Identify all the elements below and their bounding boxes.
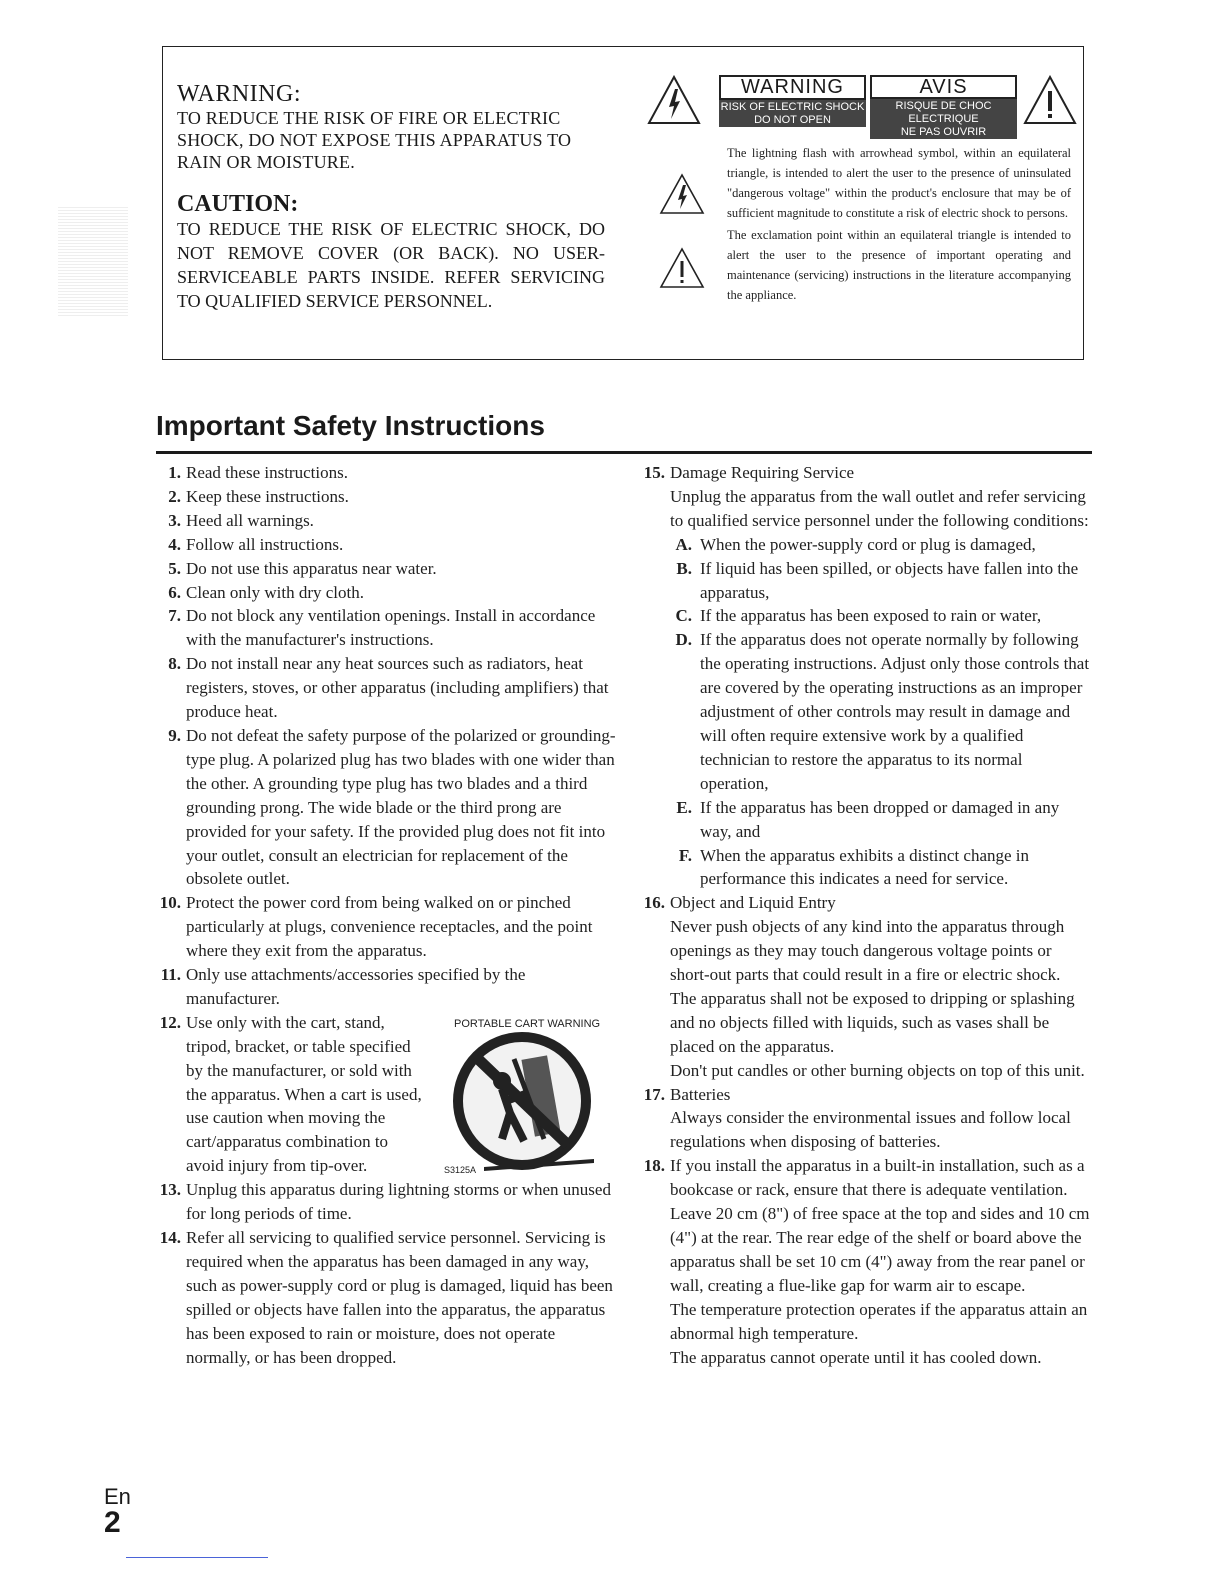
item-text: Never push objects of any kind into the apparatus through openings as they may touch dangerous voltage points or short-out parts that could result in a fire or electric shock. [670, 917, 1065, 985]
footer-rule [126, 1557, 268, 1558]
list-item [148, 604, 618, 652]
exclamation-explanation [647, 225, 1071, 305]
item-number: 7. [168, 606, 181, 626]
item-number: 6. [168, 582, 181, 602]
item-number: 13. [159, 1180, 181, 1200]
item-text: Unplug the apparatus from the wall outlet and refer servicing to qualified service personnel under the following conditions: [670, 486, 1089, 530]
item-text: Heed all warnings. [186, 510, 314, 530]
item-text: Refer all servicing to qualified service personnel. Servicing is required when the apparatus has been damaged in any way, such as power-supply cord or plug is damaged, liquid has been spilled or objects have fallen into the apparatus, the apparatus has been exposed to rain or moisture, does not operate normally, or has been dropped. [186, 1228, 613, 1367]
page-language: En [104, 1484, 131, 1509]
item-title: Object and Liquid Entry [670, 893, 836, 913]
item-number: 4. [168, 534, 181, 554]
sub-item [670, 796, 1092, 844]
cart-code: S3125A [444, 1164, 477, 1175]
item-number: 10. [159, 893, 181, 913]
item-text: Protect the power cord from being walked on or pinched particularly at plugs, convenience receptacles, and the point where they exit from the apparatus. [186, 893, 593, 961]
sub-item [670, 844, 1092, 892]
instructions-right-column [632, 461, 1092, 1369]
sub-item [670, 533, 1092, 557]
page-number: 2 [104, 1506, 121, 1539]
item-number: 15. [643, 463, 665, 482]
caution-text: TO REDUCE THE RISK OF ELECTRIC SHOCK, DO NOT REMOVE COVER (OR BACK). NO USER-SERVICEABLE PARTS INSIDE. REFER SERVICING TO QUALIFIED SERVICE PERSONNEL. [177, 219, 605, 311]
item-text: Do not defeat the safety purpose of the polarized or grounding-type plug. A polarized plug has two blades with one wider than the other. A grounding type plug has two blades and a third grounding prong. The wide blade or the third prong are provided for your safety. If the provided plug does not fit into your outlet, consult an electrician for replacement of the obsolete outlet. [186, 725, 616, 889]
instruction-list-1 [148, 461, 618, 1011]
item-text: Do not block any ventilation openings. Install in accordance with the manufacturer's instructions. [186, 606, 596, 650]
warning-text: TO REDUCE THE RISK OF FIRE OR ELECTRIC SHOCK, DO NOT EXPOSE THIS APPARATUS TO RAIN OR MOISTURE. [177, 108, 572, 172]
warning-avis-label [719, 75, 1017, 138]
item-number: 14. [159, 1228, 181, 1247]
sub-item [670, 628, 1092, 795]
item-number: 11. [160, 965, 181, 985]
portable-cart-warning-icon [444, 1029, 606, 1179]
list-item-ventilation [632, 1154, 1092, 1369]
item-number: 9. [168, 725, 181, 745]
item-title: Damage Requiring Service [670, 463, 855, 482]
list-item [148, 533, 618, 557]
list-item [148, 724, 618, 891]
sub-item [670, 604, 1092, 628]
item-text: Do not install near any heat sources such as radiators, heat registers, stoves, or other apparatus (including amplifiers) that produce heat. [186, 654, 609, 722]
item-text: Read these instructions. [186, 463, 348, 482]
item-number: 5. [168, 558, 181, 578]
symbol-explanations [647, 69, 1071, 305]
list-item [148, 652, 618, 724]
item-text: Only use attachments/accessories specified by the manufacturer. [186, 965, 526, 1008]
item-text: Unplug this apparatus during lightning storms or when unused for long periods of time. [186, 1180, 611, 1224]
list-item [148, 509, 618, 533]
sub-text: When the power-supply cord or plug is damaged, [700, 534, 1036, 554]
label-avis-sub [870, 99, 1017, 139]
sub-letter: D. [675, 630, 692, 650]
lightning-text: The lightning flash with arrowhead symbol, within an equilateral triangle, is intended to alert the user to the presence of uninsulated "dangerous voltage" within the product's enclosure that may be of sufficient magnitude to constitute a risk of electric shock to persons. [727, 146, 1071, 220]
list-item [148, 581, 618, 605]
item-text: The apparatus cannot operate until it has cooled down. [670, 1347, 1042, 1367]
sub-letter: B. [676, 558, 692, 578]
cart-warning-label: PORTABLE CART WARNING [454, 1017, 601, 1030]
label-warning-sub [719, 100, 866, 127]
sub-text: If liquid has been spilled, or objects have fallen into the apparatus, [700, 558, 1079, 602]
item-text: Leave 20 cm (8") of free space at the top and sides and 10 cm (4") at the rear. The rear edge of the shelf or board above the apparatus shall be set 10 cm (4") away from the rear panel or wall, creating a flue-like gap for warm air to escape. [670, 1204, 1090, 1295]
item-number: 16. [643, 893, 665, 913]
heading-rule [156, 451, 1092, 454]
item-text: Use only with the cart, stand, tripod, bracket, or table specified by the manufacturer, or sold with the apparatus. When a cart is used, use caution when moving the cart/apparatus combination to avoid injury from tip-over. [186, 1012, 422, 1176]
list-item-batteries [632, 1083, 1092, 1155]
page-title: Important Safety Instructions [156, 410, 545, 441]
list-item [148, 963, 618, 1011]
label-avis-sub-1: RISQUE DE CHOC ELECTRIQUE [895, 100, 992, 125]
list-item [148, 485, 618, 509]
sub-text: If the apparatus does not operate normally by following the operating instructions. Adjust only those controls that are covered by the operating instructions as an improper adjustment of other controls may result in damage and will often require extensive work by a qualified technician to restore the apparatus to its normal operation, [700, 630, 1090, 793]
item-text: Don't put candles or other burning objects on top of this unit. [670, 1060, 1085, 1080]
item-text: Clean only with dry cloth. [186, 582, 365, 602]
item-number: 12. [159, 1012, 181, 1032]
exclamation-text: The exclamation point within an equilateral triangle is intended to alert the user to the presence of important operating and maintenance (servicing) instructions in the literature accompanying the appliance. [727, 228, 1071, 302]
warning-text-block [177, 81, 605, 313]
label-avis-sub-2: NE PAS OUVRIR [900, 126, 987, 138]
warning-label [647, 69, 1071, 138]
list-item-object-entry [632, 891, 1092, 1082]
sub-text: If the apparatus has been dropped or damaged in any way, and [700, 797, 1060, 841]
item-number: 1. [168, 463, 181, 482]
item-number: 2. [168, 486, 181, 506]
item-text: Keep these instructions. [186, 486, 349, 506]
sub-text: When the apparatus exhibits a distinct change in performance this indicates a need for service. [700, 845, 1030, 889]
lightning-triangle-icon [659, 173, 705, 215]
warning-title: WARNING: [177, 81, 301, 107]
label-warning-sub-1: RISK OF ELECTRIC SHOCK [720, 101, 865, 113]
item-title: Batteries [670, 1084, 731, 1104]
lightning-triangle-icon [647, 75, 701, 125]
list-item-cart [148, 1011, 618, 1178]
sub-letter: F. [678, 845, 692, 865]
item-text: The temperature protection operates if the apparatus attain an abnormal high temperature. [670, 1299, 1088, 1343]
warning-box [162, 46, 1084, 360]
list-item [148, 1178, 618, 1226]
sub-text: If the apparatus has been exposed to rain or water, [700, 606, 1042, 626]
sub-letter: C. [675, 606, 692, 626]
list-item [148, 461, 618, 485]
label-avis-head: AVIS [870, 75, 1017, 99]
instruction-list-2 [148, 1178, 618, 1369]
exclamation-triangle-icon [659, 247, 705, 289]
item-text: Follow all instructions. [186, 534, 344, 554]
item-text: Always consider the environmental issues and follow local regulations when disposing of batteries. [670, 1108, 1071, 1152]
list-item [148, 1226, 618, 1369]
sub-item [670, 557, 1092, 605]
item-text: Do not use this apparatus near water. [186, 558, 437, 578]
item-text: If you install the apparatus in a built-in installation, such as a bookcase or rack, ensure that there is adequate ventilation. [670, 1156, 1085, 1200]
label-warning-sub-2: DO NOT OPEN [754, 114, 831, 126]
item-number: 17. [643, 1084, 665, 1104]
decorative-pattern [58, 206, 128, 316]
instructions-left-column [148, 461, 618, 1369]
label-warning-head: WARNING [719, 75, 866, 100]
lightning-explanation [647, 143, 1071, 223]
list-item [148, 557, 618, 581]
caution-title: CAUTION: [177, 191, 299, 217]
item-text: The apparatus shall not be exposed to dripping or splashing and no objects filled with liquids, such as vases shall be placed on the apparatus. [670, 988, 1075, 1056]
item-number: 8. [168, 654, 181, 674]
item-number: 3. [168, 510, 181, 530]
list-item-damage [632, 461, 1092, 891]
sub-letter: A. [675, 534, 692, 554]
sub-letter: E. [676, 797, 692, 817]
exclamation-triangle-icon [1023, 75, 1077, 125]
item-number: 18. [643, 1156, 665, 1176]
list-item [148, 891, 618, 963]
